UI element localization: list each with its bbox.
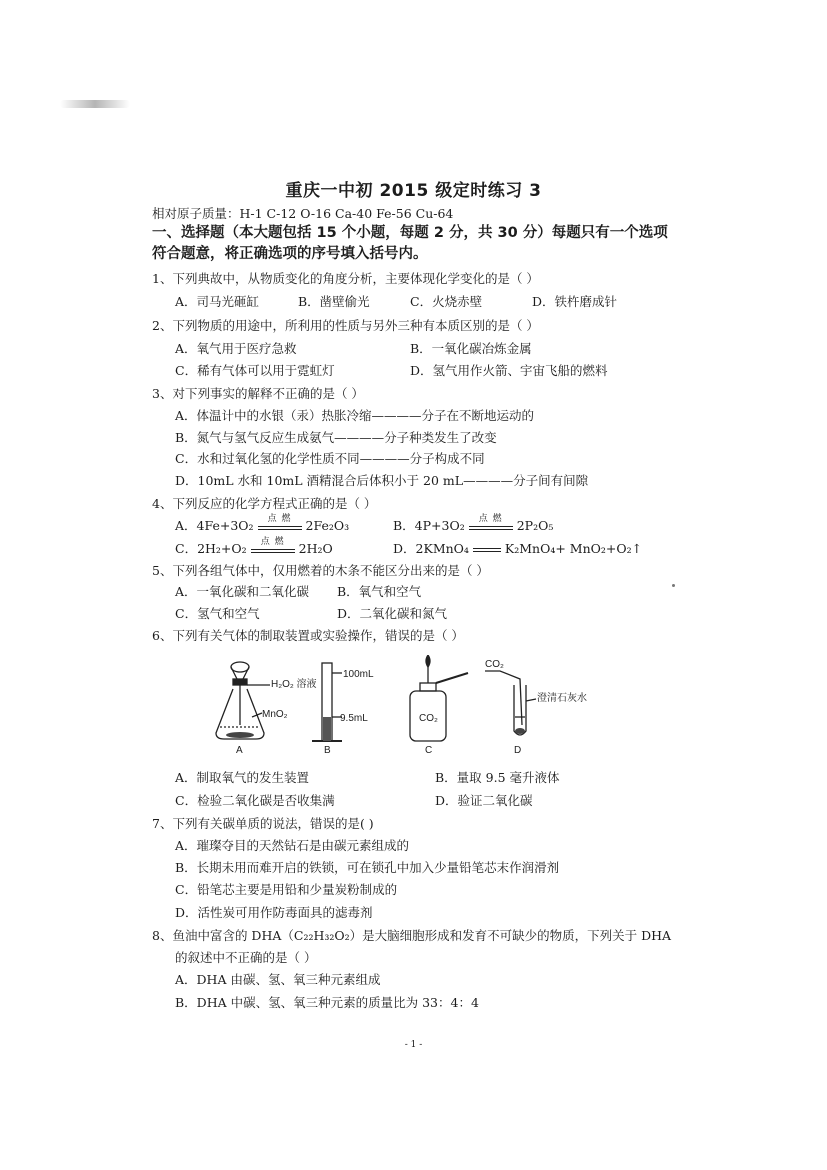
q4-d-reactants: D．2KMnO₄ — [393, 541, 469, 556]
q4-b-condition: 点 燃 — [478, 514, 503, 524]
apparatus-c-bottle — [410, 655, 468, 741]
q4-c-reactants: C．2H₂+O₂ — [175, 541, 247, 556]
q6-option-a: A．制取氧气的发生装置 — [175, 770, 310, 785]
page-number: - 1 - — [404, 1040, 423, 1050]
q8-stem: 8、鱼油中富含的 DHA（C₂₂H₃₂O₂）是大脑细胞形成和发育不可缺少的物质，下列关于 DHA — [152, 928, 672, 943]
scan-speck — [672, 584, 675, 587]
q5-option-d: D．二氧化碳和氮气 — [337, 606, 448, 621]
q3-option-a: A．体温计中的水银（汞）热胀冷缩————分子在不断地运动的 — [175, 408, 535, 423]
q2-option-b: B．一氧化碳冶炼金属 — [410, 341, 532, 356]
q2-stem: 2、下列物质的用途中，所利用的性质与另外三种有本质区别的是（ ） — [152, 318, 539, 333]
q7-option-b: B．长期未用而难开启的铁锁，可在锁孔中加入少量铅笔芯末作润滑剂 — [175, 860, 560, 875]
page-title: 重庆一中初 2015 级定时练习 3 — [285, 181, 542, 201]
q6-apparatus-figure — [200, 655, 620, 765]
q5-option-c: C．氢气和空气 — [175, 606, 260, 621]
label-d: D — [514, 745, 522, 756]
label-9-5ml: 9.5mL — [340, 713, 368, 724]
q2-option-a: A．氧气用于医疗急救 — [175, 341, 297, 356]
q4-d-equals — [473, 548, 501, 552]
q4-c-products: 2H₂O — [298, 541, 333, 556]
q4-option-d — [393, 541, 642, 557]
label-h2o2: H₂O₂ 溶液 — [271, 679, 317, 690]
q4-d-products: K₂MnO₄+ MnO₂+O₂↑ — [504, 541, 643, 556]
q1-option-a: A．司马光砸缸 — [175, 294, 260, 309]
label-a: A — [236, 745, 243, 756]
q5-option-b: B．氧气和空气 — [337, 584, 422, 599]
q3-option-c: C．水和过氧化氢的化学性质不同————分子构成不同 — [175, 451, 485, 466]
q6-stem: 6、下列有关气体的制取装置或实验操作，错误的是（ ） — [152, 628, 464, 643]
q4-b-products: 2P₂O₅ — [516, 518, 554, 533]
q8-option-a: A．DHA 由碳、氢、氧三种元素组成 — [175, 972, 381, 987]
q7-stem: 7、下列有关碳单质的说法，错误的是( ) — [152, 816, 374, 831]
label-100ml: 100mL — [343, 669, 374, 680]
scan-smudge — [60, 100, 130, 108]
q4-option-b — [393, 514, 554, 534]
q3-option-b: B．氮气与氢气反应生成氨气————分子种类发生了改变 — [175, 430, 497, 445]
q4-option-c — [175, 537, 333, 557]
q4-b-reactants: B．4P+3O₂ — [393, 518, 465, 533]
section-heading-line1: 一、选择题（本大题包括 15 个小题，每题 2 分，共 30 分）每题只有一个选项 — [152, 225, 668, 241]
label-mno2: MnO₂ — [262, 709, 288, 720]
q8-option-b: B．DHA 中碳、氢、氧三种元素的质量比为 33：4：4 — [175, 995, 479, 1010]
q6-option-d: D．验证二氧化碳 — [435, 793, 533, 808]
q1-option-c: C．火烧赤壁 — [410, 294, 483, 309]
label-co2-tube: CO₂ — [485, 659, 504, 670]
q5-stem: 5、下列各组气体中，仅用燃着的木条不能区分出来的是（ ） — [152, 563, 489, 578]
q4-stem: 4、下列反应的化学方程式正确的是（ ） — [152, 496, 377, 511]
q4-c-arrow — [251, 537, 295, 553]
q3-option-d: D．10mL 水和 10mL 酒精混合后体积小于 20 mL————分子间有间隙 — [175, 473, 589, 488]
label-c: C — [425, 745, 433, 756]
q4-b-arrow — [469, 514, 513, 530]
q6-option-c: C．检验二氧化碳是否收集满 — [175, 793, 335, 808]
apparatus-d-test-tube — [485, 671, 536, 735]
q4-a-arrow — [258, 514, 302, 530]
label-limewater: 澄清石灰水 — [537, 693, 587, 704]
q8-stem-cont: 的叙述中不正确的是（ ） — [175, 950, 317, 965]
atomic-masses: 相对原子质量：H-1 C-12 O-16 Ca-40 Fe-56 Cu-64 — [152, 206, 454, 221]
q2-option-d: D．氢气用作火箭、宇宙飞船的燃料 — [410, 363, 608, 378]
q3-stem: 3、对下列事实的解释不正确的是（ ） — [152, 386, 364, 401]
apparatus-b-cylinder — [312, 663, 342, 741]
q4-a-reactants: A．4Fe+3O₂ — [175, 518, 254, 533]
q7-option-c: C．铅笔芯主要是用铅和少量炭粉制成的 — [175, 882, 398, 897]
q2-option-c: C．稀有气体可以用于霓虹灯 — [175, 363, 335, 378]
q4-a-condition: 点 燃 — [267, 514, 292, 524]
q7-option-a: A．璀璨夺目的天然钻石是由碳元素组成的 — [175, 838, 410, 853]
q5-option-a: A．一氧化碳和二氧化碳 — [175, 584, 310, 599]
label-b: B — [324, 745, 331, 756]
q1-option-b: B．凿壁偷光 — [298, 294, 370, 309]
label-co2-bottle: CO₂ — [419, 713, 438, 724]
q4-c-condition: 点 燃 — [260, 537, 285, 547]
section-heading-line2: 符合题意，将正确选项的序号填入括号内。 — [152, 246, 428, 262]
q4-a-products: 2Fe₂O₃ — [305, 518, 350, 533]
apparatus-a-flask — [216, 662, 270, 739]
q1-option-d: D．铁杵磨成针 — [532, 294, 618, 309]
q4-option-a — [175, 514, 350, 534]
q7-option-d: D．活性炭可用作防毒面具的滤毒剂 — [175, 905, 373, 920]
q1-stem: 1、下列典故中，从物质变化的角度分析，主要体现化学变化的是（ ） — [152, 271, 539, 286]
q6-option-b: B．量取 9.5 毫升液体 — [435, 770, 560, 785]
